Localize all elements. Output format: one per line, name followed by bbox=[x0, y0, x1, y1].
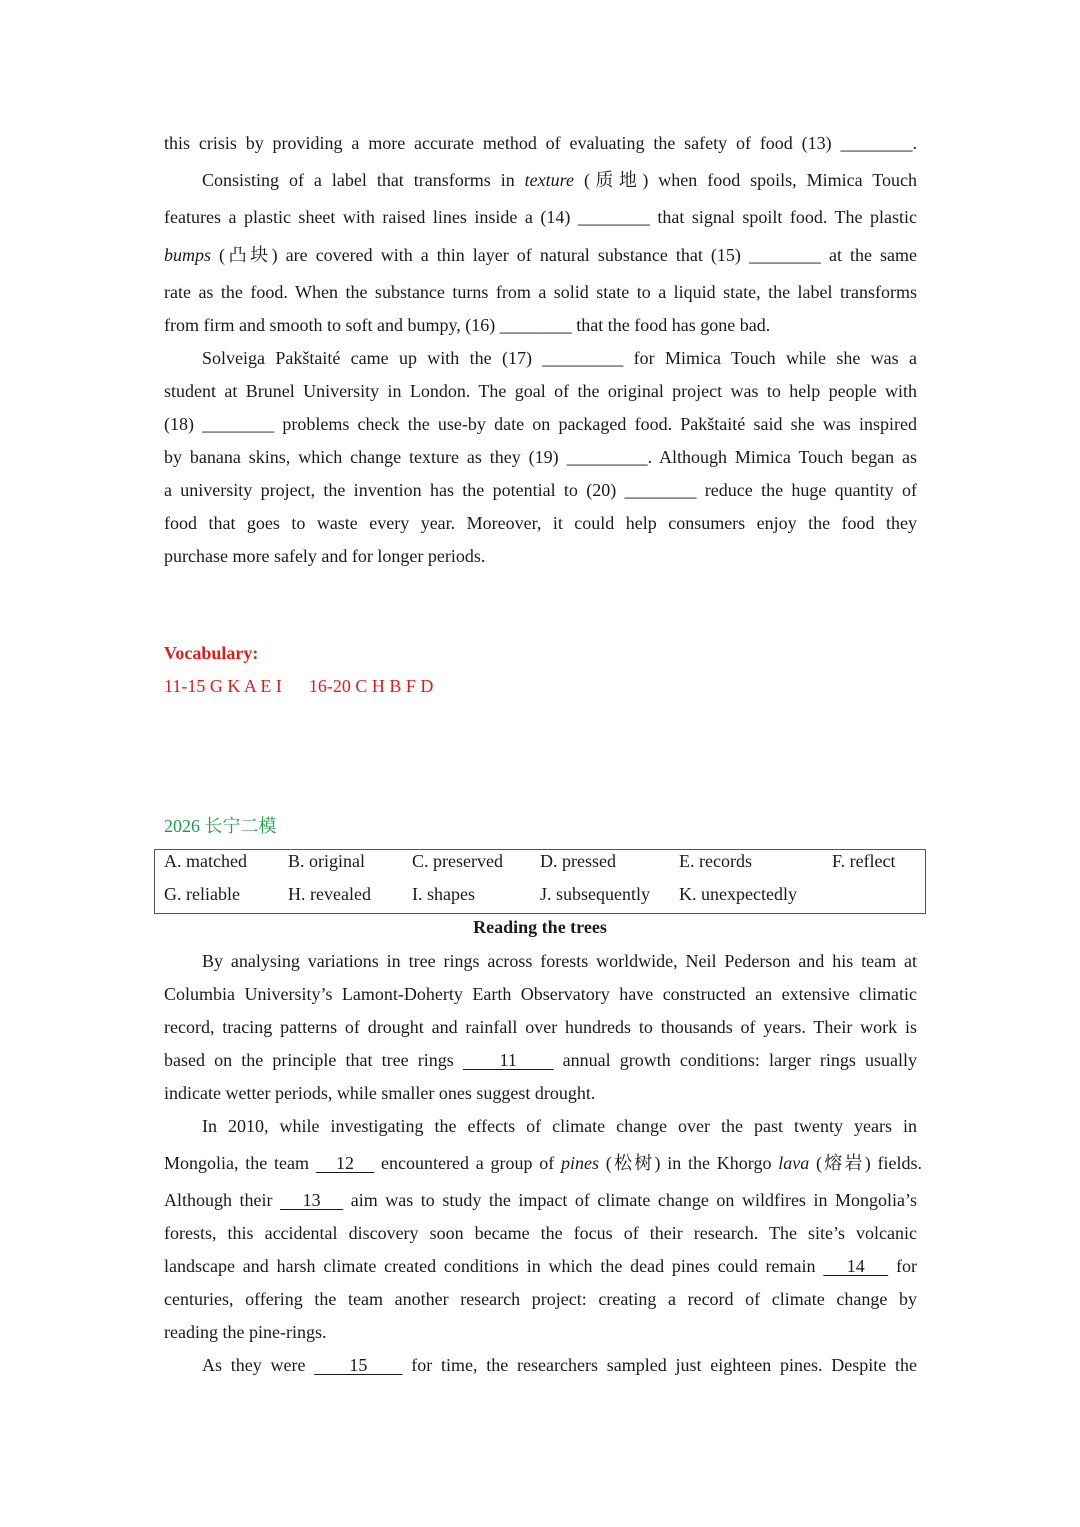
text-segment: a university project, the invention has the potential to (20) bbox=[164, 480, 625, 500]
text-segment: reduce the huge quantity of bbox=[696, 480, 917, 500]
exam-source-label: 2026 长宁二模 bbox=[164, 816, 277, 836]
passage1-line-9 bbox=[164, 413, 917, 435]
text-segment: (凸块) are covered with a thin layer of natural substance that (15) bbox=[211, 245, 749, 265]
passage2-line-13 bbox=[164, 1354, 917, 1376]
passage2-line-5: indicate wetter periods, while smaller ones suggest drought. bbox=[164, 1083, 596, 1103]
blank-17: _________ bbox=[542, 348, 624, 368]
text-segment: this crisis by providing a more accurate method of evaluating the safety of food (13) bbox=[164, 133, 841, 153]
passage1-line-7 bbox=[164, 347, 917, 369]
text-segment: problems check the use-by date on packaged food. Pakštaité said she was inspired bbox=[274, 414, 917, 434]
passage2-line-6: In 2010, while investigating the effects of climate change over the past twenty years in bbox=[202, 1116, 917, 1136]
option-g: G. reliable bbox=[164, 884, 240, 904]
text-segment: by banana skins, which change texture as they (19) bbox=[164, 447, 567, 467]
blank-19: _________ bbox=[566, 447, 648, 467]
blank-12: 12 bbox=[315, 1153, 375, 1173]
text-segment: features a plastic sheet with raised lines inside a (14) bbox=[164, 207, 578, 227]
vocabulary-answers: 11-15 G K A E I 16-20 C H B F D bbox=[164, 676, 434, 696]
italic-term: pines bbox=[561, 1153, 600, 1173]
passage2-title: Reading the trees bbox=[473, 917, 607, 937]
blank-13: 13 bbox=[280, 1190, 344, 1210]
passage1-line-4 bbox=[164, 244, 917, 266]
text-segment: (质地) when food spoils, Mimica Touch bbox=[573, 170, 917, 190]
blank-11: 11 bbox=[462, 1050, 554, 1070]
text-segment: from firm and smooth to soft and bumpy, (16) bbox=[164, 315, 500, 335]
text-segment: . bbox=[912, 133, 917, 153]
text-segment: Mongolia, the team bbox=[164, 1153, 316, 1173]
text-segment: Consisting of a label that transforms in bbox=[202, 170, 525, 190]
option-i: I. shapes bbox=[412, 884, 475, 904]
blank-18: ________ bbox=[202, 414, 275, 434]
text-segment: Although their bbox=[164, 1190, 281, 1210]
text-segment: aim was to study the impact of climate change on wildfires in Mongolia’s bbox=[343, 1190, 917, 1210]
option-b: B. original bbox=[288, 851, 365, 871]
passage2-line-9: forests, this accidental discovery soon became the focus of their research. The site’s volcanic bbox=[164, 1223, 917, 1243]
text-segment: As they were bbox=[202, 1355, 315, 1375]
italic-term: lava bbox=[778, 1153, 810, 1173]
option-j: J. subsequently bbox=[540, 884, 650, 904]
text-segment: encountered a group of bbox=[374, 1153, 562, 1173]
text-segment: at the same bbox=[820, 245, 917, 265]
passage2-line-4 bbox=[164, 1049, 917, 1071]
passage2-line-2: Columbia University’s Lamont-Doherty Earth Observatory have constructed an extensive climatic bbox=[164, 984, 917, 1004]
passage1-line-6 bbox=[164, 314, 917, 336]
passage1-line-11 bbox=[164, 479, 917, 501]
text-segment: (18) bbox=[164, 414, 203, 434]
passage1-line-13: purchase more safely and for longer periods. bbox=[164, 546, 486, 566]
option-e: E. records bbox=[679, 851, 752, 871]
text-segment: for bbox=[888, 1256, 918, 1276]
blank-20: ________ bbox=[624, 480, 697, 500]
passage1-line-8: student at Brunel University in London. The goal of the original project was to help people with bbox=[164, 381, 917, 401]
word-bank-box bbox=[154, 849, 926, 914]
option-f: F. reflect bbox=[832, 851, 896, 871]
passage1-line-3 bbox=[164, 206, 917, 228]
passage1-line-10 bbox=[164, 446, 917, 468]
passage2-line-7 bbox=[164, 1152, 922, 1174]
passage1-line-1 bbox=[164, 132, 917, 154]
passage2-line-3: record, tracing patterns of drought and rainfall over hundreds to thousands of years. Their work is bbox=[164, 1017, 917, 1037]
passage2-line-1: By analysing variations in tree rings across forests worldwide, Neil Pederson and his team at bbox=[202, 951, 917, 971]
italic-term: texture bbox=[524, 170, 574, 190]
option-k: K. unexpectedly bbox=[679, 884, 797, 904]
blank-13: ________ bbox=[840, 133, 913, 153]
blank-15: 15 bbox=[314, 1355, 403, 1375]
passage1-line-5: rate as the food. When the substance turns from a solid state to a liquid state, the label transforms bbox=[164, 282, 917, 302]
text-segment: . Although Mimica Touch began as bbox=[647, 447, 917, 467]
option-d: D. pressed bbox=[540, 851, 616, 871]
passage2-line-10 bbox=[164, 1255, 917, 1277]
text-segment: that the food has gone bad. bbox=[571, 315, 771, 335]
text-segment: that signal spoilt food. The plastic bbox=[649, 207, 918, 227]
passage2-line-12: reading the pine-rings. bbox=[164, 1322, 327, 1342]
blank-14: 14 bbox=[823, 1256, 889, 1276]
text-segment: for Mimica Touch while she was a bbox=[623, 348, 917, 368]
blank-15: ________ bbox=[748, 245, 821, 265]
text-segment: for time, the researchers sampled just eighteen pines. Despite the bbox=[402, 1355, 918, 1375]
passage1-line-2 bbox=[164, 169, 917, 191]
text-segment: (熔岩) fields. bbox=[809, 1153, 923, 1173]
option-c: C. preserved bbox=[412, 851, 503, 871]
option-a: A. matched bbox=[164, 851, 247, 871]
blank-16: ________ bbox=[499, 315, 572, 335]
passage2-line-8 bbox=[164, 1189, 917, 1211]
italic-term: bumps bbox=[164, 245, 212, 265]
passage2-line-11: centuries, offering the team another research project: creating a record of climate change by bbox=[164, 1289, 917, 1309]
text-segment: (松树) in the Khorgo bbox=[599, 1153, 779, 1173]
option-h: H. revealed bbox=[288, 884, 371, 904]
text-segment: based on the principle that tree rings bbox=[164, 1050, 463, 1070]
vocabulary-heading: Vocabulary: bbox=[164, 643, 259, 663]
passage1-line-12: food that goes to waste every year. Moreover, it could help consumers enjoy the food they bbox=[164, 513, 917, 533]
text-segment: landscape and harsh climate created conditions in which the dead pines could remain bbox=[164, 1256, 824, 1276]
text-segment: Solveiga Pakštaité came up with the (17) bbox=[202, 348, 543, 368]
text-segment: annual growth conditions: larger rings usually bbox=[553, 1050, 917, 1070]
blank-14: ________ bbox=[577, 207, 650, 227]
